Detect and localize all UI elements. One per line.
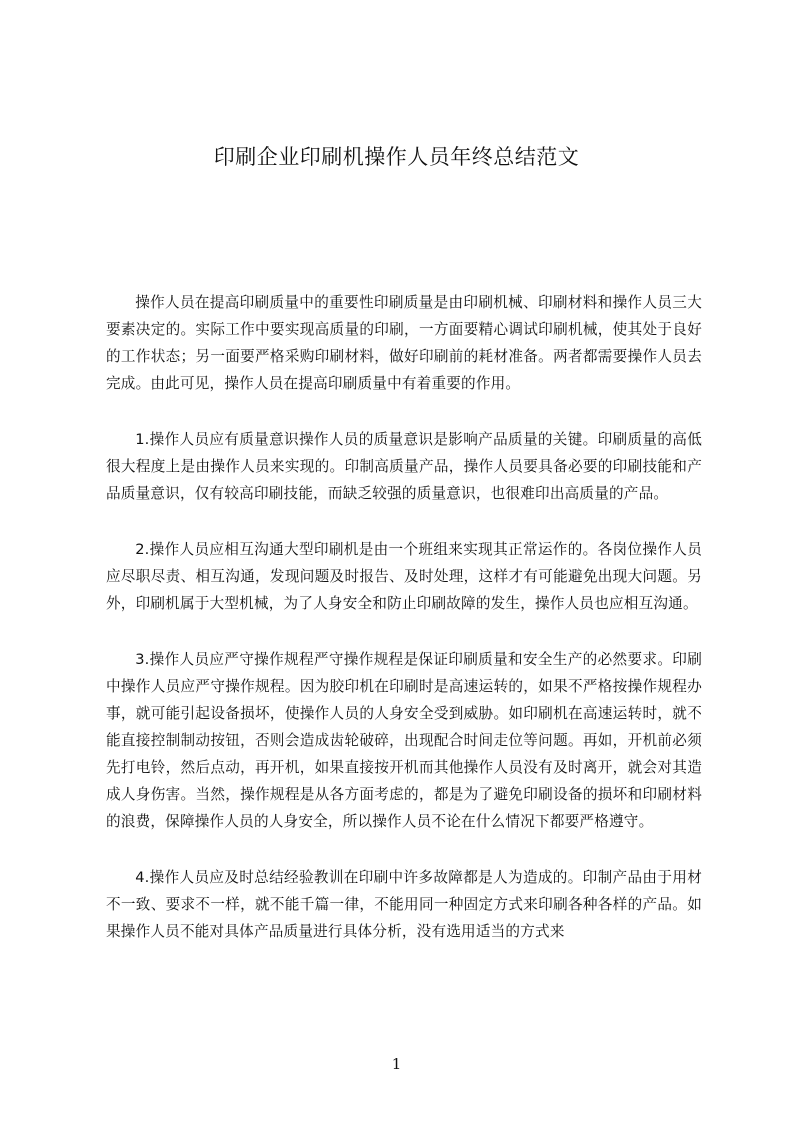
page-number: 1 (391, 1055, 402, 1073)
document-body (106, 289, 702, 974)
document-title: 印刷企业印刷机操作人员年终总结范文 (213, 145, 580, 169)
paragraph-operating-rules: 3.操作人员应严守操作规程严守操作规程是保证印刷质量和安全生产的必然要求。印刷中操作人员应严守操作规程。因为胶印机在印刷时是高速运转的，如果不严格按操作规程办事，就可能引起设备损坏，使操作人员的人身安全受到威胁。如印刷机在高速运转时，就不能直接控制制动按钮，否则会造成齿轮破碎，出现配合时间走位等问题。再如，开机前必须先打电铃，然后点动，再开机，如果直接按开机而其他操作人员没有及时离开，就会对其造成人身伤害。当然，操作规程是从各方面考虑的，都是为了避免印刷设备的损坏和印刷材料的浪费，保障操作人员的人身安全，所以操作人员不论在什么情况下都要严格遵守。 (106, 651, 702, 830)
paragraph-quality-awareness: 1.操作人员应有质量意识操作人员的质量意识是影响产品质量的关键。印刷质量的高低很大程度上是由操作人员来实现的。印制高质量产品，操作人员要具备必要的印刷技能和产品质量意识，仅有较高印刷技能，而缺乏较强的质量意识，也很难印出高质量的产品。 (106, 431, 702, 502)
paragraph-communication: 2.操作人员应相互沟通大型印刷机是由一个班组来实现其正常运作的。各岗位操作人员应尽职尽责、相互沟通，发现问题及时报告、及时处理，这样才有可能避免出现大问题。另外，印刷机属于大型机械，为了人身安全和防止印刷故障的发生，操作人员也应相互沟通。 (106, 541, 702, 612)
paragraph-intro: 操作人员在提高印刷质量中的重要性印刷质量是由印刷机械、印刷材料和操作人员三大要素决定的。实际工作中要实现高质量的印刷，一方面要精心调试印刷机械，使其处于良好的工作状态；另一面要严格采购印刷材料，做好印刷前的耗材准备。两者都需要操作人员去完成。由此可见，操作人员在提高印刷质量中有着重要的作用。 (106, 294, 702, 392)
paragraph-lessons-learned: 4.操作人员应及时总结经验教训在印刷中许多故障都是人为造成的。印制产品由于用材不一致、要求不一样，就不能千篇一律，不能用同一种固定方式来印刷各种各样的产品。如果操作人员不能对具体产品质量进行具体分析，没有选用适当的方式来 (106, 869, 702, 940)
